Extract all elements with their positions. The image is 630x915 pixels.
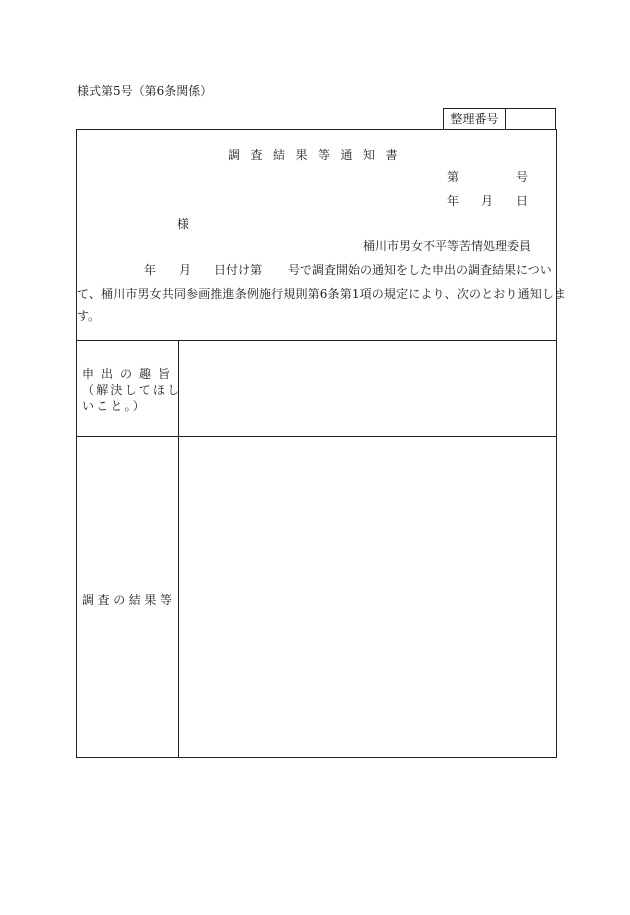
table-divider-row	[77, 436, 556, 437]
row2-label: 調査の結果等	[82, 593, 176, 607]
seiri-number-value	[506, 109, 556, 130]
body-rest: 号で調査開始の通知をした申出の調査結果につい	[288, 263, 552, 277]
seiri-number-label: 整理番号	[444, 109, 506, 130]
body-line-2: て、桶川市男女共同参画推進条例施行規則第6条第1項の規定により、次のとおり通知しま	[77, 287, 567, 301]
row1-label-line3: いこと。）	[82, 399, 148, 413]
body-date-text: 日付け第	[214, 263, 263, 277]
addressee-suffix: 様	[177, 217, 190, 231]
body-line-3: す。	[77, 309, 101, 323]
body-month: 月	[179, 263, 192, 277]
number-suffix: 号	[516, 170, 529, 184]
table-divider-header	[77, 340, 556, 341]
form-id: 様式第5号（第6条関係）	[77, 84, 213, 98]
row1-label-line1: 申出の趣旨	[82, 367, 178, 381]
issuer-name: 桶川市男女不平等苦情処理委員	[363, 239, 532, 253]
number-prefix: 第	[447, 170, 460, 184]
main-table	[76, 129, 557, 758]
date-month: 月	[481, 194, 494, 208]
document-title: 調査結果等通知書	[228, 148, 409, 162]
body-year: 年	[144, 263, 157, 277]
row1-label-line2: （解決してほし	[82, 383, 182, 397]
seiri-number-box	[443, 108, 556, 130]
table-column-divider	[178, 340, 179, 757]
date-year: 年	[447, 194, 460, 208]
date-day: 日	[516, 194, 529, 208]
